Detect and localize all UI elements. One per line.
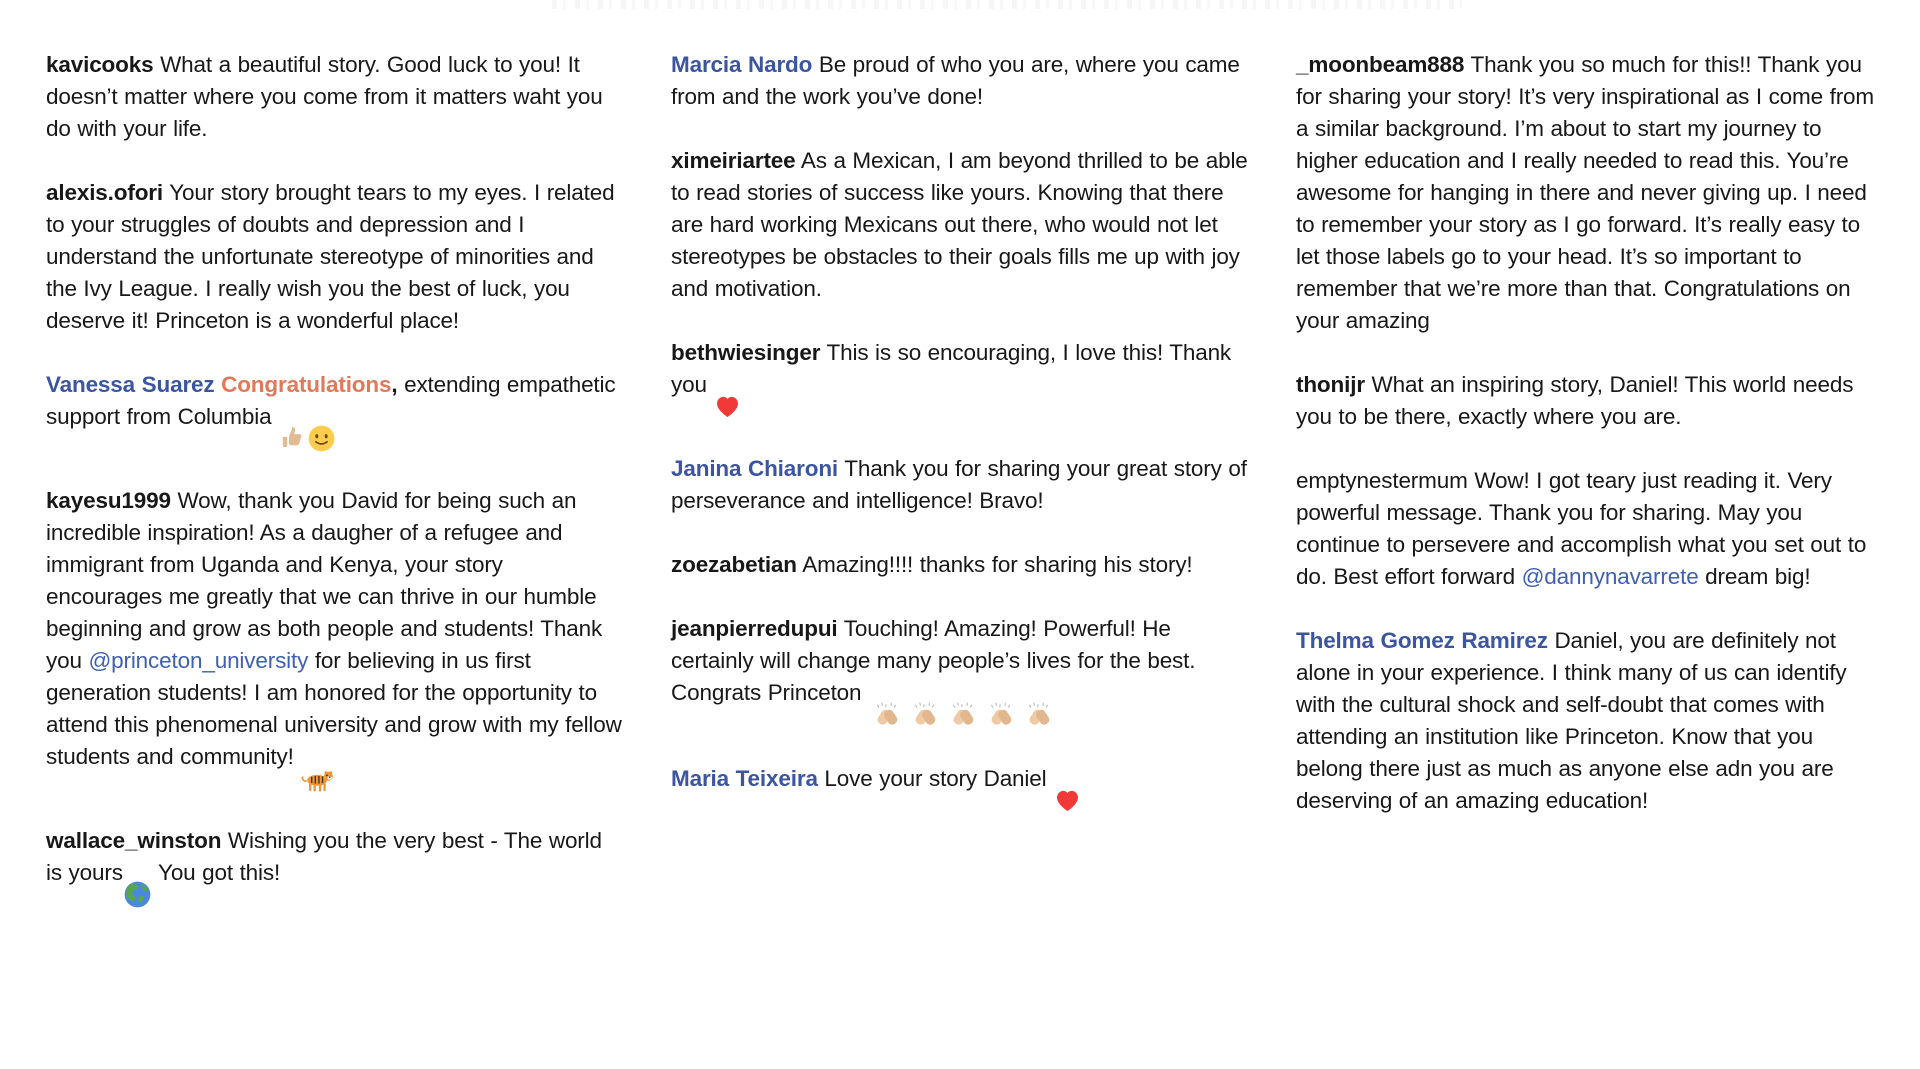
comment-author[interactable]: kayesu1999 (46, 488, 171, 513)
comment (46, 49, 624, 145)
slightly-smiling-face-emoji (307, 424, 336, 453)
red-heart-emoji (1053, 786, 1082, 815)
comment-author[interactable]: alexis.ofori (46, 180, 163, 205)
comment-text: This is so encouraging, I love this! Thank you (671, 340, 1232, 397)
comment (671, 453, 1249, 517)
clapping-hands-emoji (1020, 700, 1058, 731)
comment (671, 613, 1249, 731)
comment-author[interactable]: Maria Teixeira (671, 766, 818, 791)
comment-text: Wow! I got teary just reading it. Very powerful message. Thank you for sharing. May you continue to persevere and accomplish what you set out to do. Best effort forward (1296, 468, 1867, 589)
clapping-hands-emoji (868, 700, 906, 731)
clapping-hands-emoji (944, 700, 982, 731)
comment (1296, 625, 1874, 817)
comment-text: Congratulations (214, 372, 392, 397)
comment-author[interactable]: wallace_winston (46, 828, 222, 853)
comment-author[interactable]: kavicooks (46, 52, 154, 77)
comment-author[interactable]: ximeiriartee (671, 148, 796, 173)
comment (671, 763, 1249, 815)
comment-author[interactable]: emptynestermum (1296, 468, 1468, 493)
comment-text: dream big! (1698, 564, 1811, 589)
comment-text: As a Mexican, I am beyond thrilled to be able to read stories of success like yours. Knowing that there are hard working Mexicans out there, who would not let stereotypes be obstacles to their goals fills me up with joy and motivation. (671, 148, 1248, 301)
comment-text: Thank you for sharing your great story of perseverance and intelligence! Bravo! (671, 456, 1247, 513)
tiger-emoji (300, 764, 336, 793)
comment-author[interactable]: bethwiesinger (671, 340, 821, 365)
comment-text: Daniel, you are definitely not alone in your experience. I think many of us can identify with the cultural shock and self-doubt that comes with attending an institution like Princeton. Know that you belong there just as much as anyone else adn you are deserving of an amazing education! (1296, 628, 1847, 813)
comment-text: Wishing you the very best - The world is yours (46, 828, 602, 885)
comment (1296, 369, 1874, 433)
comment (671, 549, 1249, 581)
comment-column (1296, 49, 1874, 941)
comment (671, 145, 1249, 305)
comment-column (671, 49, 1249, 941)
comment-text: Thank you so much for this!! Thank you for sharing your story! It’s very inspirational as I come from a similar background. I’m about to start my journey to higher education and I really needed to read this. You’re awesome for hanging in there and never giving up. I need to remember your story as I go forward. It’s really easy to let those labels go to your head. It’s so important to remember that we’re more than that. Congratulations on your amazing (1296, 52, 1874, 333)
comment (671, 337, 1249, 421)
comment-author[interactable]: Vanessa Suarez (46, 372, 215, 397)
comment (46, 825, 624, 909)
comment-text: Wow, thank you David for being such an incredible inspiration! As a daugher of a refugee and immigrant from Uganda and Kenya, your story encourages me greatly that we can thrive in our humble beginning and grow as both people and students! Thank you (46, 488, 603, 673)
clapping-hands-emoji (906, 700, 944, 731)
comment (1296, 465, 1874, 593)
red-heart-emoji (713, 392, 742, 421)
comment-text: What an inspiring story, Daniel! This world needs you to be there, exactly where you are. (1296, 372, 1854, 429)
comment-author[interactable]: Thelma Gomez Ramirez (1296, 628, 1548, 653)
comment-text: extending empathetic support from Columbia (46, 372, 616, 429)
comment-text: Love your story Daniel (817, 766, 1054, 791)
comment-text: Be proud of who you are, where you came from and the work you’ve done! (671, 52, 1240, 109)
comment (671, 49, 1249, 113)
comment-column (46, 49, 624, 941)
comment-text: Your story brought tears to my eyes. I related to your struggles of doubts and depression and I understand the unfortunate stereotype of minorities and the Ivy League. I really wish you the best of luck, you deserve it! Princeton is a wonderful place! (46, 180, 615, 333)
comment-author[interactable]: _moonbeam888 (1296, 52, 1465, 77)
comment-author[interactable]: Janina Chiaroni (671, 456, 839, 481)
comment-text: Amazing!!!! thanks for sharing his story! (796, 552, 1193, 577)
comment-text: for believing in us first generation students! I am honored for the opportunity to attend this phenomenal university and grow with my fellow students and community! (46, 648, 622, 769)
comment-author[interactable]: thonijr (1296, 372, 1365, 397)
thumbs-up-emoji (278, 424, 307, 453)
comment-text: You got this! (151, 860, 281, 885)
comment-author[interactable]: zoezabetian (671, 552, 797, 577)
comment (46, 177, 624, 337)
comment (46, 485, 624, 793)
clapping-hands-emoji (982, 700, 1020, 731)
mention-link[interactable]: @princeton_university (88, 648, 309, 673)
comment-author[interactable]: , (391, 372, 398, 397)
comment (1296, 49, 1874, 337)
comment (46, 369, 624, 453)
comment-text: What a beautiful story. Good luck to you! It doesn’t matter where you come from it matters waht you do with your life. (46, 52, 603, 141)
comment-author[interactable]: Marcia Nardo (671, 52, 813, 77)
globe-americas-emoji (123, 880, 152, 909)
comment-text: Touching! Amazing! Powerful! He certainly will change many people’s lives for the best. Congrats Princeton (671, 616, 1196, 705)
mention-link[interactable]: @dannynavarrete (1521, 564, 1699, 589)
comment-author[interactable]: jeanpierredupui (671, 616, 838, 641)
